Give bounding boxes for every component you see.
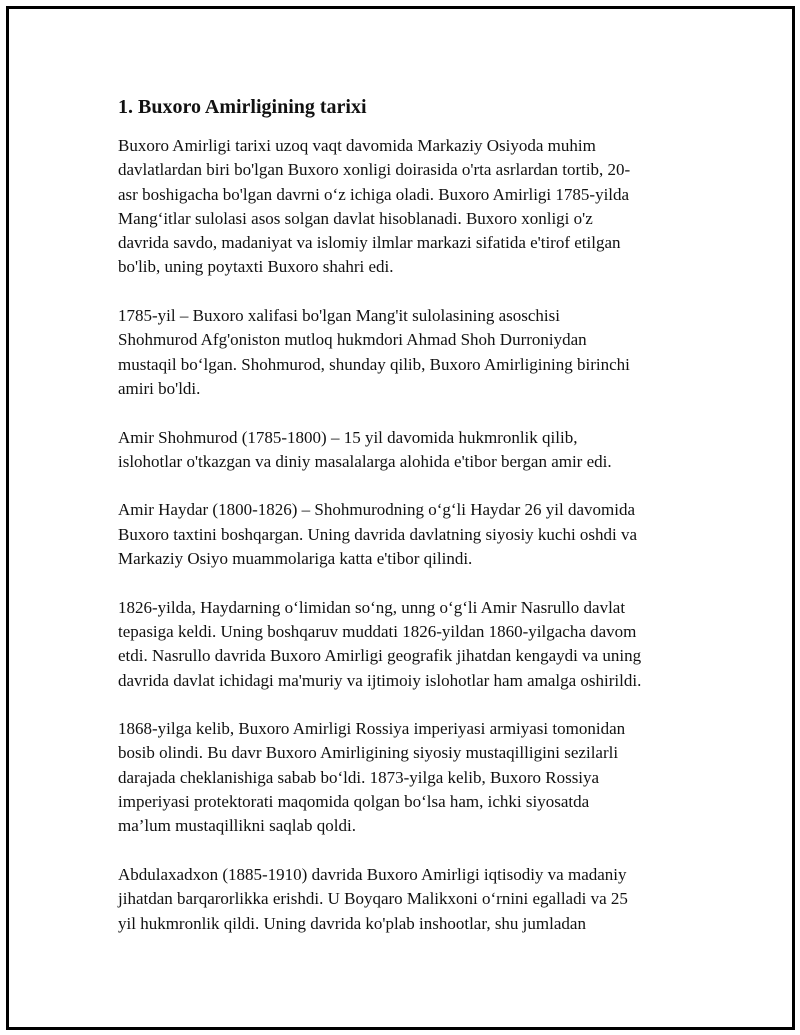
- text-line: 1826-yilda, Haydarning o‘limidan so‘ng, unng o‘g‘li Amir Nasrullo davlat: [118, 597, 626, 617]
- text-line: amiri bo'ldi.: [118, 378, 201, 398]
- text-line: mustaqil bo‘lgan. Shohmurod, shunday qilib, Buxoro Amirligining birinchi: [118, 354, 630, 374]
- text-line: Abdulaxadxon (1885-1910) davrida Buxoro Amirligi iqtisodiy va madaniy: [118, 864, 627, 884]
- text-line: bo'lib, uning poytaxti Buxoro shahri edi.: [118, 257, 394, 277]
- text-line: Mang‘itlar sulolasi asos solgan davlat hisoblanadi. Buxoro xonligi o'z: [118, 208, 593, 228]
- text-line: asr boshigacha bo'lgan davrni o‘z ichiga oladi. Buxoro Amirligi 1785-yilda: [118, 184, 630, 204]
- text-line: Buxoro Amirligi tarixi uzoq vaqt davomida Markaziy Osiyoda muhim: [118, 136, 596, 155]
- paragraph-nasrullo: [118, 596, 678, 693]
- text-line: imperiyasi protektorati maqomida qolgan bo‘lsa ham, ichki siyosatda: [118, 792, 590, 812]
- text-line: Markaziy Osiyo muammolariga katta e'tibor qilindi.: [118, 549, 473, 569]
- text-line: tepasiga keldi. Uning boshqaruv muddati 1826-yildan 1860-yilgacha davom: [118, 621, 637, 641]
- text-line: jihatdan barqarorlikka erishdi. U Boyqaro Malikxoni o‘rnini egalladi va 25: [118, 889, 628, 909]
- text-line: yil hukmronlik qildi. Uning davrida ko'plab inshootlar, shu jumladan: [118, 913, 586, 933]
- text-line: Amir Shohmurod (1785-1800) – 15 yil davomida hukmronlik qilib,: [118, 427, 578, 447]
- text-line: 1785-yil – Buxoro xalifasi bo'lgan Mang'it sulolasining asoschisi: [118, 306, 560, 326]
- text-line: davrida savdo, madaniyat va islomiy ilmlar markazi sifatida e'tirof etilgan: [118, 233, 621, 253]
- paragraph-abdulaxadxon: [118, 863, 678, 936]
- document-title: 1. Buxoro Amirligining tarixi: [118, 96, 367, 118]
- text-line: davrida davlat ichidagi ma'muriy va ijtimoiy islohotlar ham amalga oshirildi.: [118, 670, 642, 690]
- paragraph-1785: [118, 304, 678, 401]
- paragraph-shohmurod: [118, 426, 678, 475]
- text-line: ma’lum mustaqillikni saqlab qoldi.: [118, 816, 356, 836]
- text-line: islohotlar o'tkazgan va diniy masalalarga alohida e'tibor bergan amir edi.: [118, 451, 612, 471]
- text-line: Buxoro taxtini boshqargan. Uning davrida davlatning siyosiy kuchi oshdi va: [118, 524, 638, 544]
- paragraph-1868: [118, 717, 678, 838]
- document-body: [118, 94, 678, 960]
- text-line: etdi. Nasrullo davrida Buxoro Amirligi geografik jihatdan kengaydi va uning: [118, 646, 642, 666]
- text-line: bosib olindi. Bu davr Buxoro Amirligining siyosiy mustaqilligini sezilarli: [118, 743, 619, 763]
- text-line: Shohmurod Afg'oniston mutloq hukmdori Ahmad Shoh Durroniydan: [118, 330, 587, 350]
- text-line: 1868-yilga kelib, Buxoro Amirligi Rossiya imperiyasi armiyasi tomonidan: [118, 719, 626, 739]
- text-line: davlatlardan biri bo'lgan Buxoro xonligi doirasida o'rta asrlardan tortib, 20-: [118, 160, 631, 180]
- text-line: Amir Haydar (1800-1826) – Shohmurodning o‘g‘li Haydar 26 yil davomida: [118, 500, 635, 520]
- paragraph-intro: [118, 134, 678, 280]
- text-line: darajada cheklanishiga sabab bo‘ldi. 1873-yilga kelib, Buxoro Rossiya: [118, 767, 600, 787]
- paragraph-haydar: [118, 498, 678, 571]
